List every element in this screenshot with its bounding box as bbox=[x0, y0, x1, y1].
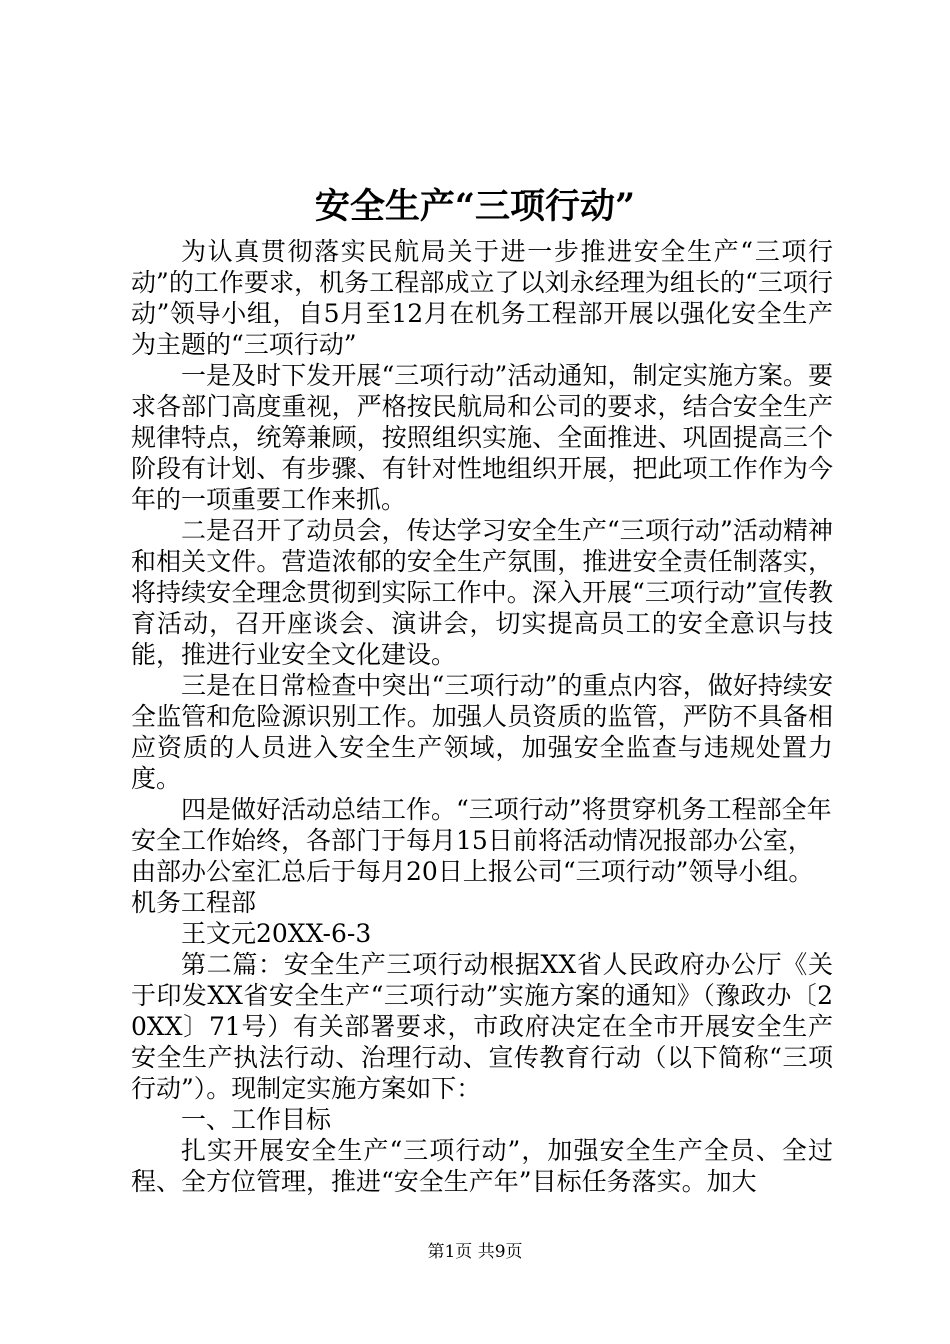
paragraph-intro: 为认真贯彻落实民航局关于进一步推进安全生产“三项行动”的工作要求，机务工程部成立了以刘永经理为组长的“三项行动”领导小组，自5月至12月在机务工程部开展以强化安全生产为主题的“三项行动” bbox=[131, 237, 833, 359]
paragraph-item-three: 三是在日常检查中突出“三项行动”的重点内容，做好持续安全监管和危险源识别工作。加强人员资质的监管，严防不具备相应资质的人员进入安全生产领域，加强安全监查与违规处置力度。 bbox=[131, 671, 833, 793]
paragraph-item-one: 一是及时下发开展“三项行动”活动通知，制定实施方案。要求各部门高度重视，严格按民航局和公司的要求，结合安全生产规律特点，统筹兼顾，按照组织实施、全面推进、巩固提高三个阶段有计划、有步骤、有针对性地组织开展，把此项工作作为今年的一项重要工作来抓。 bbox=[131, 361, 833, 514]
paragraph-goals: 扎实开展安全生产“三项行动”，加强安全生产全员、全过程、全方位管理，推进“安全生产年”目标任务落实。加大 bbox=[131, 1136, 833, 1196]
paragraph-second-article: 第二篇：安全生产三项行动根据XX省人民政府办公厅《关于印发XX省安全生产“三项行动”实施方案的通知》（豫政办〔20XX〕71号）有关部署要求，市政府决定在全市开展安全生产安全生产执法行动、治理行动、宣传教育行动（以下简称“三项行动”）。现制定实施方案如下： bbox=[131, 950, 833, 1103]
document-title: 安全生产“三项行动” bbox=[314, 186, 636, 227]
paragraph-item-four: 四是做好活动总结工作。“三项行动”将贯穿机务工程部全年安全工作始终，各部门于每月15日前将活动情况报部办公室，由部办公室汇总后于每月20日上报公司“三项行动”领导小组。机务工程部 bbox=[131, 795, 832, 917]
section-heading-goals: 一、工作目标 bbox=[181, 1105, 332, 1134]
signature-line: 王文元20XX-6-3 bbox=[181, 919, 372, 948]
paragraph-item-two: 二是召开了动员会，传达学习安全生产“三项行动”活动精神和相关文件。营造浓郁的安全生产氛围，推进安全责任制落实，将持续安全理念贯彻到实际工作中。深入开展“三项行动”宣传教育活动，召开座谈会、演讲会，切实提高员工的安全意识与技能，推进行业安全文化建设。 bbox=[131, 516, 833, 669]
document-body bbox=[131, 236, 833, 1197]
page-footer: 第1页 共9页 bbox=[427, 1242, 523, 1262]
